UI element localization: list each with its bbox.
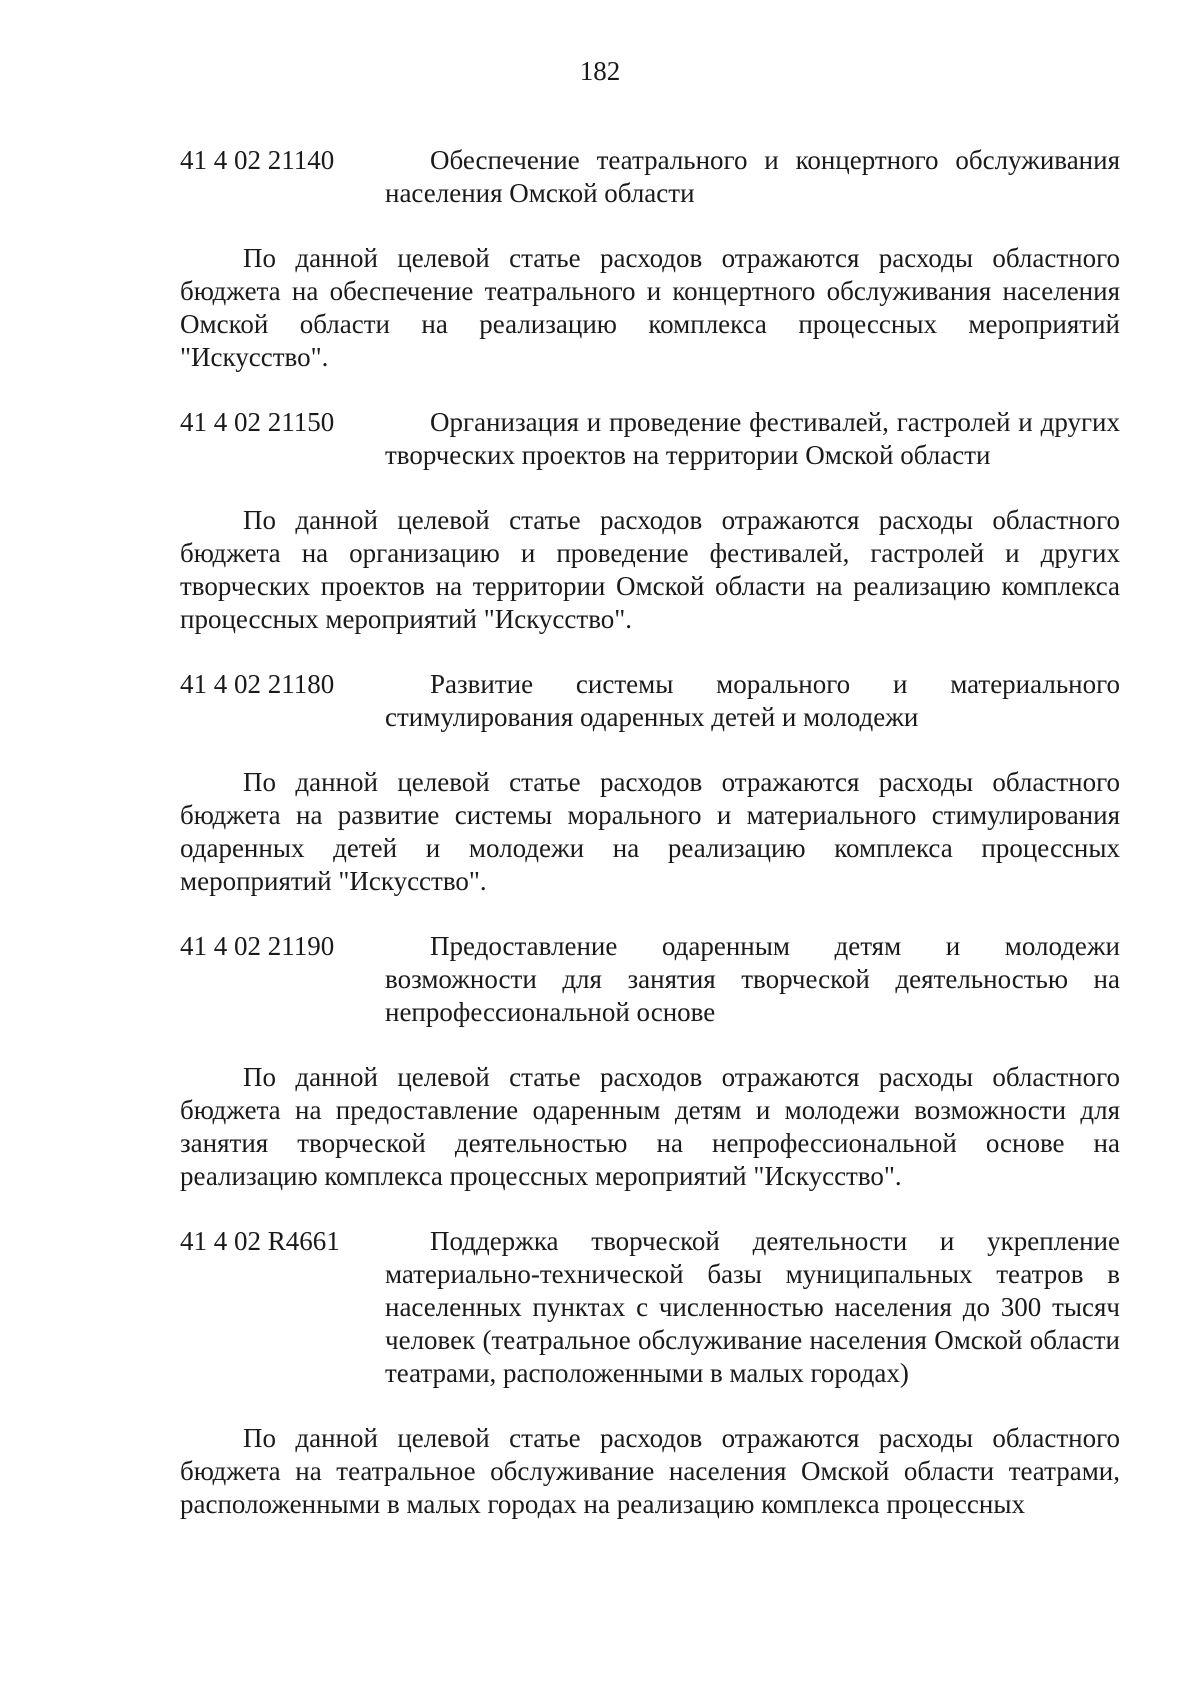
page-number: 182: [579, 56, 621, 86]
entry-code: 41 4 02 21150: [180, 407, 335, 437]
entry-description: По данной целевой статье расходов отражаются расходы областного бюджета на развитие системы морального и материального стимулирования одаренных детей и молодежи на реализацию комплекса процессных мероприятий "Искусство".: [180, 767, 1120, 896]
entry-title: Развитие системы морального и материального стимулирования одаренных детей и молодежи: [385, 669, 1120, 732]
entry-title: Обеспечение театрального и концертного обслуживания населения Омской области: [385, 145, 1120, 208]
entry-title: Предоставление одаренным детям и молодежи возможности для занятия творческой деятельностью на непрофессиональной основе: [385, 931, 1120, 1027]
entry-title: Организация и проведение фестивалей, гастролей и других творческих проектов на территории Омской области: [385, 407, 1120, 470]
entry-header: [180, 668, 1120, 734]
entry-description: По данной целевой статье расходов отражаются расходы областного бюджета на театральное обслуживание населения Омской области театрами, расположенными в малых городах на реализацию комплекса процессных: [180, 1423, 1120, 1519]
entry-code: 41 4 02 21190: [180, 931, 335, 961]
entry-header: [180, 1225, 1120, 1390]
entry-description: По данной целевой статье расходов отражаются расходы областного бюджета на предоставление одаренным детям и молодежи возможности для занятия творческой деятельностью на непрофессиональной основе на реализацию комплекса процессных мероприятий "Искусство".: [180, 1062, 1120, 1191]
entry-description: По данной целевой статье расходов отражаются расходы областного бюджета на обеспечение театрального и концертного обслуживания населения Омской области на реализацию комплекса процессных мероприятий "Искусство".: [180, 243, 1120, 372]
document-body: [180, 144, 1120, 1521]
entry-description: По данной целевой статье расходов отражаются расходы областного бюджета на организацию и проведение фестивалей, гастролей и других творческих проектов на территории Омской области на реализацию комплекса процессных мероприятий "Искусство".: [180, 505, 1120, 634]
budget-entry: [180, 1225, 1120, 1521]
entry-code: 41 4 02 21140: [180, 145, 335, 175]
budget-entry: [180, 930, 1120, 1193]
entry-header: [180, 144, 1120, 210]
budget-entry: [180, 406, 1120, 636]
entry-header: [180, 406, 1120, 472]
budget-entry: [180, 668, 1120, 898]
entry-header: [180, 930, 1120, 1029]
entry-code: 41 4 02 R4661: [180, 1226, 340, 1256]
entry-code: 41 4 02 21180: [180, 669, 335, 699]
budget-entry: [180, 144, 1120, 374]
entry-title: Поддержка творческой деятельности и укрепление материально-технической базы муниципальных театров в населенных пунктах с численностью населения до 300 тысяч человек (театральное обслуживание населения Омской области театрами, расположенными в малых городах): [385, 1226, 1120, 1388]
